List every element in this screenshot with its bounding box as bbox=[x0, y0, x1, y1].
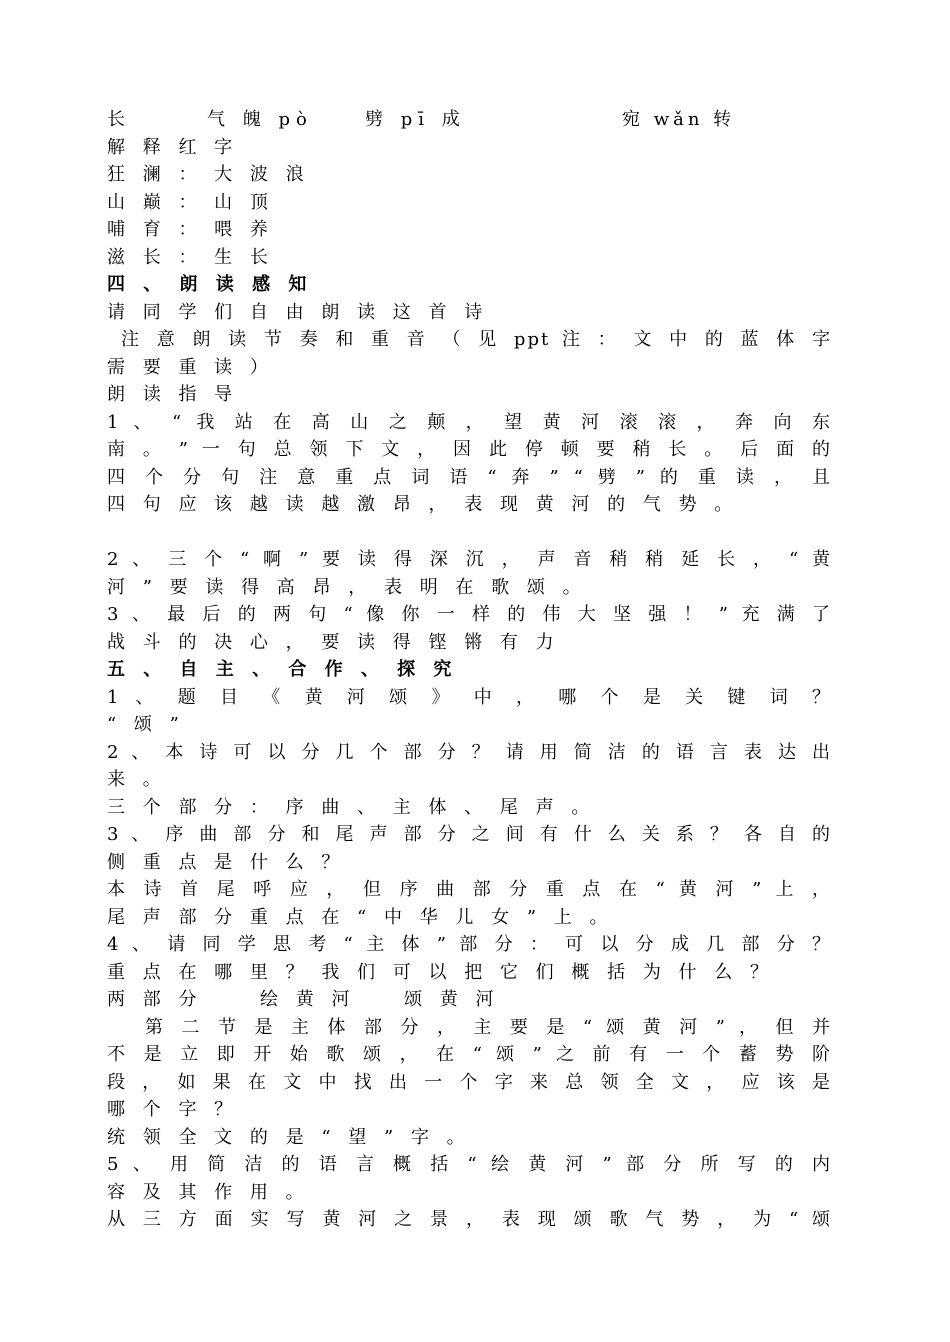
a3-line-b: 尾 声 部 分 重 点 在 “ 中 华 儿 女 ” 上 。 bbox=[107, 906, 614, 928]
q5-line-a: 5 、 用 简 洁 的 语 言 概 括 “ 绘 黄 河 ” 部 分 所 写 的 内 bbox=[107, 1154, 832, 1175]
a4-line-d: 段 ， 如 果 在 文 中 找 出 一 个 字 来 总 领 全 文 ， 应 该 是 bbox=[107, 1071, 832, 1093]
section-4-heading: 四 、 朗 读 感 知 bbox=[107, 274, 313, 295]
blank-line bbox=[107, 519, 832, 547]
sec4-line-4: 朗 读 指 导 bbox=[107, 384, 239, 405]
pinyin-picheng: 劈 pī 成 bbox=[365, 109, 466, 130]
a4-line-c: 不 是 立 即 开 始 歌 颂 ， 在 “ 颂 ” 之 前 有 一 个 蓄 势 阶 bbox=[107, 1044, 832, 1065]
q3-line-a: 3 、 序 曲 部 分 和 尾 声 部 分 之 间 有 什 么 关 系 ？ 各 自 的 bbox=[107, 824, 832, 845]
guide-2-line-a: 2 、 三 个 “ 啊 ” 要 读 得 深 沉 ， 声 音 稍 稍 延 长 ， “ 黄 bbox=[107, 549, 832, 570]
q5-line-b: 容 及 其 作 用 。 bbox=[107, 1181, 310, 1203]
section-5-heading: 五 、 自 主 、 合 作 、 探 究 bbox=[107, 659, 458, 680]
vocab-kuanglan: 狂 澜 ： 大 波 浪 bbox=[107, 164, 310, 185]
a3-line-a: 本 诗 首 尾 呼 应 ， 但 序 曲 部 分 重 点 在 “ 黄 河 ” 上 ， bbox=[107, 879, 832, 900]
guide-3-line-a: 3 、 最 后 的 两 句 “ 像 你 一 样 的 伟 大 坚 强 ！ ” 充 满 了 bbox=[107, 604, 832, 625]
q4-line-a: 4 、 请 同 学 思 考 “ 主 体 ” 部 分 ： 可 以 分 成 几 部 分 ？ bbox=[107, 934, 832, 955]
heading-explain-red: 解 释 红 字 bbox=[107, 136, 239, 158]
a4-draw-yellow-river: 绘 黄 河 bbox=[260, 989, 356, 1010]
a4-two-parts: 两 部 分 bbox=[107, 989, 203, 1010]
a4-line-f: 统 领 全 文 的 是 “ 望 ” 字 。 bbox=[107, 1126, 471, 1148]
guide-1-line-a: 1 、 “ 我 站 在 高 山 之 颠 ， 望 黄 河 滚 滚 ， 奔 向 东 bbox=[107, 411, 832, 433]
vocab-shandian: 山 巅 ： 山 顶 bbox=[107, 191, 274, 213]
a5-line: 从 三 方 面 实 写 黄 河 之 景 ， 表 现 颂 歌 气 势 ， 为 “ 颂 bbox=[107, 1209, 832, 1230]
vocab-buyu: 哺 育 ： 喂 养 bbox=[107, 219, 274, 240]
pinyin-wanzhuan: 宛 wǎn 转 bbox=[622, 109, 736, 130]
pinyin-row bbox=[107, 106, 832, 134]
a4-praise-yellow-river: 颂 黄 河 bbox=[404, 989, 500, 1010]
sec4-line-2: 注 意 朗 读 节 奏 和 重 音 （ 见 ppt 注 ： 文 中 的 蓝 体 字 bbox=[121, 329, 832, 350]
sec4-line-1: 请 同 学 们 自 由 朗 读 这 首 诗 bbox=[107, 301, 489, 323]
q2-line-b: 来 。 bbox=[107, 769, 167, 790]
sec4-line-3: 需 要 重 读 ） bbox=[107, 356, 274, 378]
document-body bbox=[107, 106, 832, 1234]
a2-line: 三 个 部 分 ： 序 曲 、 主 体 、 尾 声 。 bbox=[107, 796, 596, 818]
pinyin-qipo: 气 魄 pò bbox=[207, 109, 313, 130]
q4-line-b: 重 点 在 哪 里 ？ 我 们 可 以 把 它 们 概 括 为 什 么 ？ bbox=[107, 961, 774, 983]
q1-line-b: “ 颂 ” bbox=[107, 714, 185, 735]
a4-line-e: 哪 个 字 ？ bbox=[107, 1099, 239, 1120]
q1-line-a: 1 、 题 目 《 黄 河 颂 》 中 ， 哪 个 是 关 键 词 ？ bbox=[107, 686, 832, 708]
q2-line-a: 2 、 本 诗 可 以 分 几 个 部 分 ？ 请 用 简 洁 的 语 言 表 达 出 bbox=[107, 741, 832, 763]
guide-2-line-b: 河 ” 要 读 得 高 昂 ， 表 明 在 歌 颂 。 bbox=[107, 576, 587, 598]
q3-line-b: 侧 重 点 是 什 么 ？ bbox=[107, 851, 346, 873]
guide-1-line-d: 四 句 应 该 越 读 越 激 昂 ， 表 现 黄 河 的 气 势 。 bbox=[107, 494, 739, 515]
a4-line-b: 第 二 节 是 主 体 部 分 ， 主 要 是 “ 颂 黄 河 ” ， 但 并 bbox=[145, 1016, 832, 1038]
vocab-zizhang: 滋 长 ： 生 长 bbox=[107, 246, 274, 268]
a4-parts-row bbox=[107, 986, 832, 1014]
guide-1-line-b: 南 。 ” 一 句 总 领 下 文 ， 因 此 停 顿 要 稍 长 。 后 面 的 bbox=[107, 439, 832, 460]
guide-3-line-b: 战 斗 的 决 心 ， 要 读 得 铿 锵 有 力 bbox=[107, 631, 560, 653]
guide-1-line-c: 四 个 分 句 注 意 重 点 词 语 “ 奔 ” “ 劈 ” 的 重 读 ， 且 bbox=[107, 466, 832, 488]
pinyin-chang: 长 bbox=[107, 109, 127, 130]
